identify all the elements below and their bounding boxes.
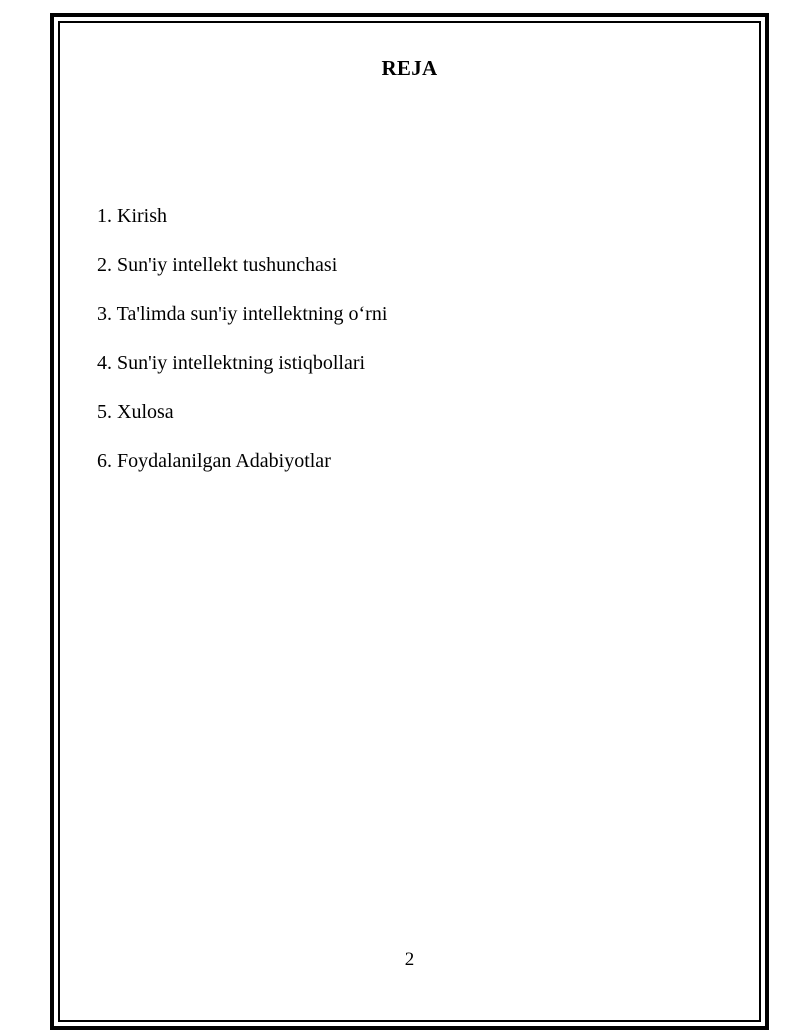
plan-item-conclusion: 5. Xulosa — [97, 401, 174, 423]
plan-list — [97, 201, 387, 495]
plan-item-references: 6. Foydalanilgan Adabiyotlar — [97, 450, 331, 472]
page-number: 2 — [404, 949, 415, 970]
page-border-inner — [58, 21, 761, 1022]
page-title: REJA — [381, 56, 438, 80]
plan-item-ai-prospects: 4. Sun'iy intellektning istiqbollari — [97, 352, 366, 374]
plan-item-ai-concept: 2. Sun'iy intellekt tushunchasi — [97, 254, 338, 276]
plan-item-ai-in-education: 3. Ta'limda sun'iy intellektning o‘rni — [97, 303, 388, 325]
plan-item-introduction: 1. Kirish — [97, 205, 167, 227]
